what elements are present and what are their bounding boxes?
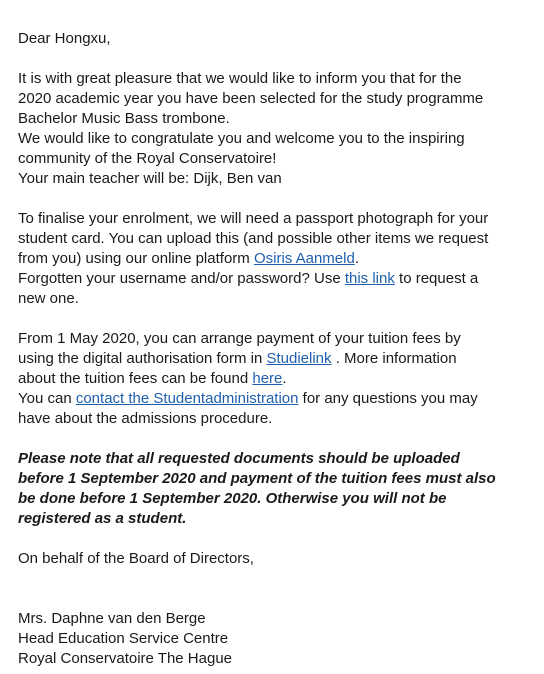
text-line: To finalise your enrolment, we will need a passport photograph for your [18,210,489,227]
notice-line: before 1 September 2020 and payment of the tuition fees must also [18,470,496,487]
text-line: Bachelor Music Bass trombone. [18,110,230,127]
paragraph-payment [18,329,533,429]
text-line [18,389,533,409]
signature-block [18,609,533,669]
notice-line: registered as a student. [18,510,187,527]
text-line: It is with great pleasure that we would like to inform you that for the [18,70,462,87]
signature-title: Head Education Service Centre [18,630,229,647]
text-line: new one. [18,290,79,307]
notice-line: be done before 1 September 2020. Otherwise you will not be [18,490,447,507]
text-line: 2020 academic year you have been selected for the study programme [18,90,484,107]
text-segment: . More information [331,350,457,367]
text-line [18,249,533,269]
greeting: Dear Hongxu, [18,30,111,47]
important-notice [18,449,533,529]
paragraph-selection [18,69,533,189]
text-segment: Forgotten your username and/or password? Use [18,270,345,287]
text-line: Your main teacher will be: Dijk, Ben van [18,170,282,187]
text-line: We would like to congratulate you and welcome you to the inspiring [18,130,465,147]
text-segment: about the tuition fees can be found [18,370,253,387]
contact-studentadministration-link[interactable]: contact the Studentadministration [75,390,299,407]
studielink-link[interactable]: Studielink [266,350,332,367]
text-line [18,369,533,389]
text-segment: using the digital authorisation form in [18,350,267,367]
signature-name: Mrs. Daphne van den Berge [18,610,206,627]
text-line: From 1 May 2020, you can arrange payment of your tuition fees by [18,330,461,347]
osiris-aanmeld-link[interactable]: Osiris Aanmeld [253,250,355,267]
text-segment: from you) using our online platform [18,250,254,267]
closing-line: On behalf of the Board of Directors, [18,550,254,567]
text-line: community of the Royal Conservatoire! [18,150,277,167]
text-segment: You can [18,390,76,407]
text-segment: . [282,370,287,387]
spacer [18,49,533,69]
text-line: have about the admissions procedure. [18,410,273,427]
notice-line: Please note that all requested documents should be uploaded [18,450,460,467]
spacer [18,569,533,609]
spacer [18,309,533,329]
tuition-fees-link[interactable]: here [252,370,283,387]
text-line [18,349,533,369]
paragraph-enrolment [18,209,533,309]
spacer [18,189,533,209]
signature-organisation: Royal Conservatoire The Hague [18,650,233,667]
spacer [18,529,533,549]
email-body [18,29,533,669]
text-segment: for any questions you may [298,390,478,407]
text-segment: to request a [394,270,479,287]
spacer [18,429,533,449]
text-segment: . [354,250,359,267]
text-line [18,269,533,289]
text-line: student card. You can upload this (and possible other items we request [18,230,489,247]
reset-password-link[interactable]: this link [344,270,395,287]
